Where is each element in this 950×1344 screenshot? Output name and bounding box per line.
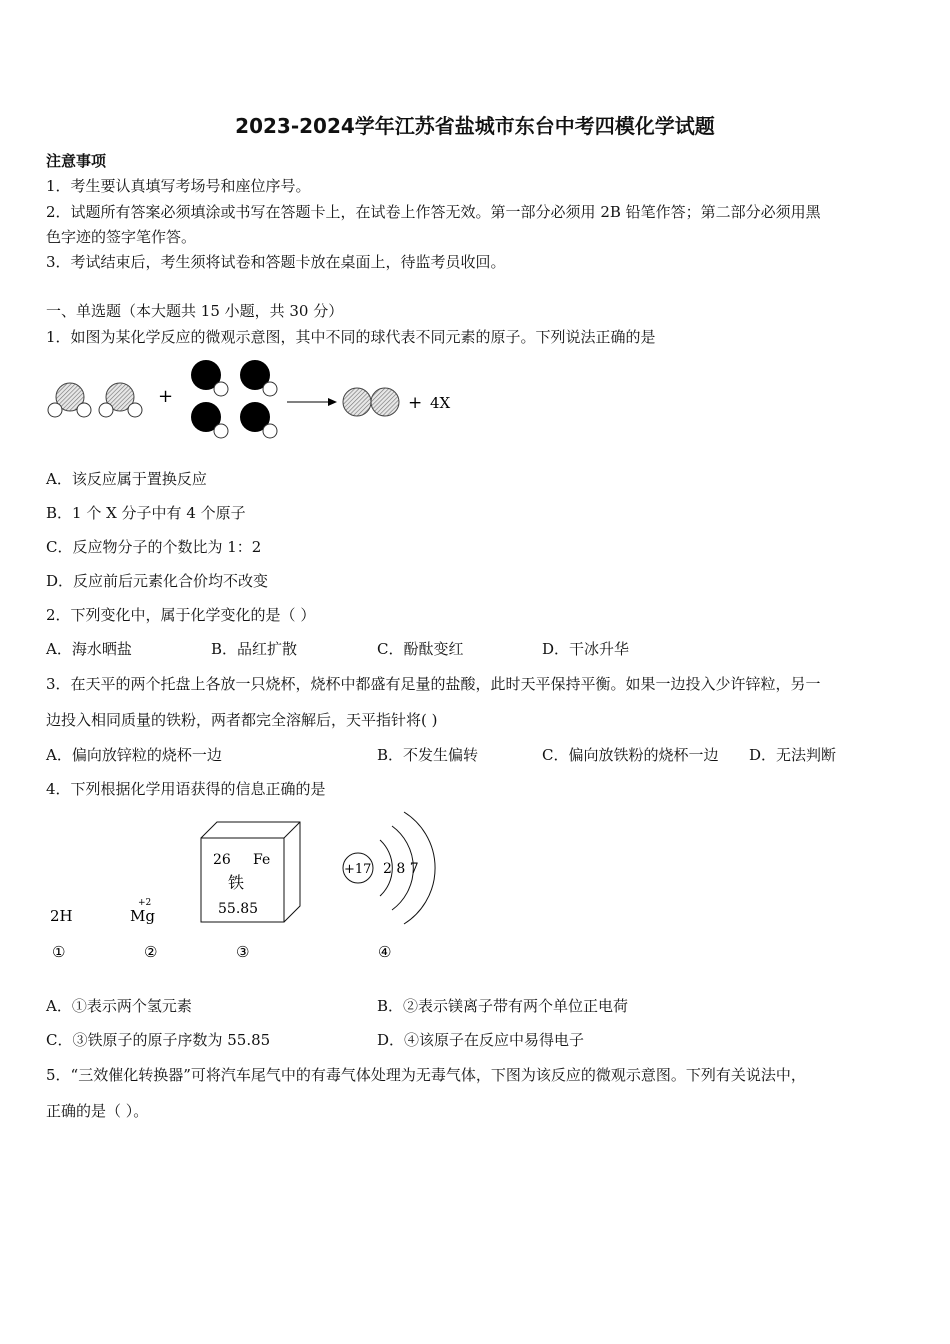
q3-stem: 边投入相同质量的铁粉，两者都完全溶解后，天平指针将( ) [46,711,438,729]
atomic-mass: 55.85 [218,901,259,917]
atomic-number: 26 [213,852,231,868]
q1-option: B．1 个 X 分子中有 4 个原子 [46,504,246,522]
label-3: ③ [236,943,250,961]
label-4: ④ [378,943,392,961]
reactant-molecule-group [191,360,277,438]
q1-option: A．该反应属于置换反应 [46,470,207,488]
q1-option: D．反应前后元素化合价均不改变 [46,572,269,590]
reactant-molecule-2 [99,383,142,417]
q4-option: D．④该原子在反应中易得电子 [377,1031,585,1049]
reaction-arrow [287,398,337,406]
element-symbol: Fe [253,852,271,868]
q3-option: A．偏向放锌粒的烧杯一边 [46,746,222,764]
shell-electrons: 2 8 7 [383,861,419,877]
q3-option: C．偏向放铁粉的烧杯一边 [542,746,719,764]
q1-reaction-diagram [40,355,470,450]
q4-stem: 4．下列根据化学用语获得的信息正确的是 [46,780,326,798]
product-molecule [343,388,399,416]
notice-item: 色字迹的签字笔作答。 [46,228,197,246]
nucleus-charge: +17 [344,862,372,877]
q2-option: B．品红扩散 [211,640,298,658]
label-2: ② [144,943,158,961]
q5-stem: 5．“三效催化转换器”可将汽车尾气中的有毒气体处理为无毒气体，下图为该反应的微观示意图。下列有关说法中， [46,1066,806,1084]
item2-symbol: Mg [130,907,155,925]
item1-symbol: 2H [50,907,73,925]
q5-stem: 正确的是（ ）。 [46,1102,149,1120]
q4-option: A．①表示两个氢元素 [46,997,192,1015]
q4-option: C．③铁原子的原子序数为 55.85 [46,1031,271,1049]
q1-stem: 1．如图为某化学反应的微观示意图，其中不同的球代表不同元素的原子。下列说法正确的是 [46,328,656,346]
notice-item: 1．考生要认真填写考场号和座位序号。 [46,177,311,195]
notice-item: 3．考试结束后，考生须将试卷和答题卡放在桌面上，待监考员收回。 [46,253,506,271]
q2-option: D．干冰升华 [542,640,630,658]
section-heading: 一、单选题（本大题共 15 小题，共 30 分） [46,302,344,320]
label-1: ① [52,943,66,961]
q2-option: C．酚酞变红 [377,640,464,658]
q1-option: C．反应物分子的个数比为 1：2 [46,538,262,556]
q2-stem: 2．下列变化中，属于化学变化的是（ ） [46,606,316,624]
item2-charge: +2 [138,898,152,908]
q3-stem: 3．在天平的两个托盘上各放一只烧杯，烧杯中都盛有足量的盐酸，此时天平保持平衡。如果一边投入少许锌粒，另一 [46,675,821,693]
q3-option: B．不发生偏转 [377,746,479,764]
plus-sign: + [408,393,423,413]
notice-item: 2．试题所有答案必须填涂或书写在答题卡上，在试卷上作答无效。第一部分必须用 2B 铅笔作答；第二部分必须用黑 [46,203,821,221]
page-title: 2023-2024学年江苏省盐城市东台中考四模化学试题 [235,114,715,138]
product-label: 4X [430,394,451,412]
element-name: 铁 [228,873,245,892]
q3-option: D．无法判断 [749,746,837,764]
q4-symbols-figure [40,808,440,968]
notice-heading: 注意事项 [46,152,107,170]
q4-option: B．②表示镁离子带有两个单位正电荷 [377,997,629,1015]
q2-option: A．海水晒盐 [46,640,132,658]
plus-sign: + [158,386,174,407]
reactant-molecule-1 [48,383,91,417]
